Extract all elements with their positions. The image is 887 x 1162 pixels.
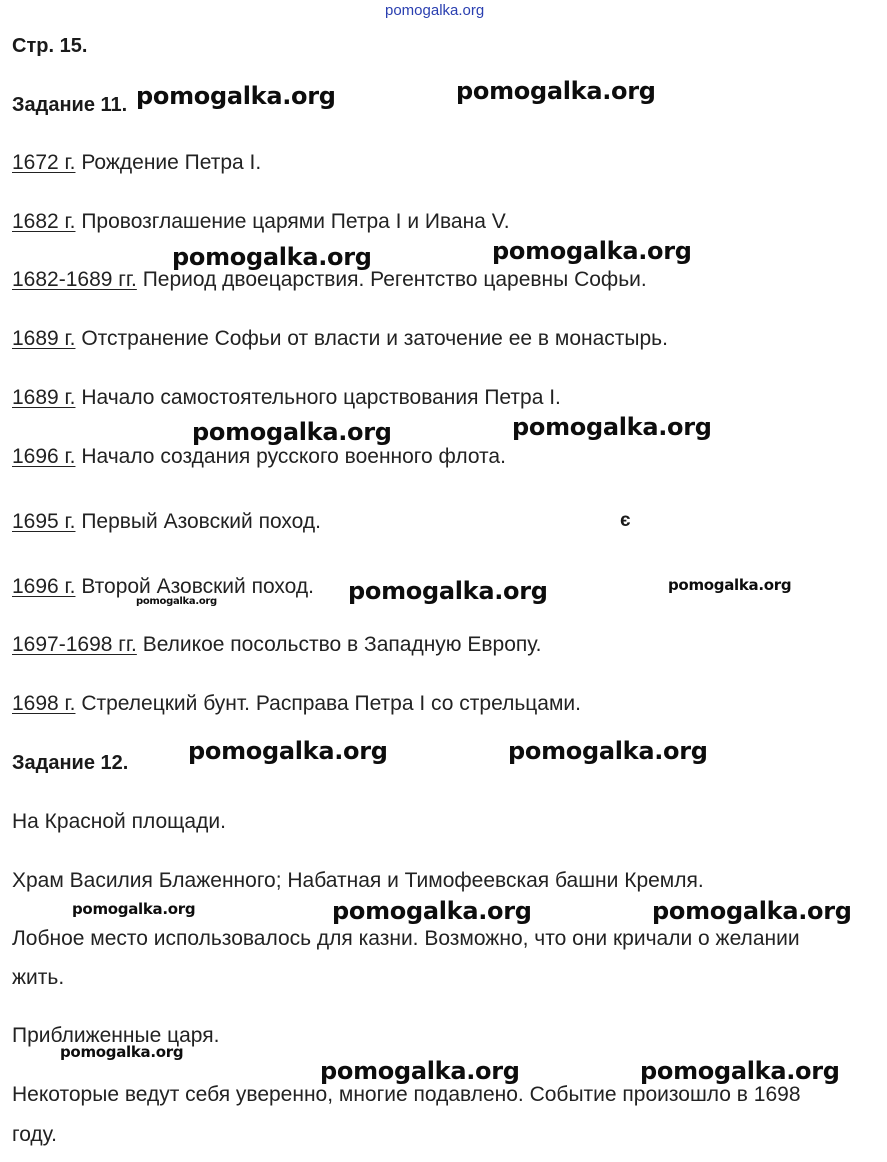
timeline-text: Первый Азовский поход. xyxy=(75,510,321,533)
timeline-item xyxy=(12,510,321,534)
timeline-item xyxy=(12,327,668,351)
watermark: pomogalka.org xyxy=(668,576,792,594)
watermark: pomogalka.org xyxy=(512,413,712,441)
watermark: pomogalka.org xyxy=(320,1057,520,1085)
watermark: pomogalka.org xyxy=(456,77,656,105)
answer-paragraph: Приближенные царя. xyxy=(12,1024,220,1047)
timeline-item xyxy=(12,633,542,657)
answer-paragraph: Храм Василия Блаженного; Набатная и Тимофеевская башни Кремля. xyxy=(12,869,704,892)
timeline-text: Стрелецкий бунт. Расправа Петра I со стрельцами. xyxy=(75,692,581,715)
watermark: pomogalka.org xyxy=(332,897,532,925)
task12-title: Задание 12. xyxy=(12,752,129,774)
timeline-date: 1689 г. xyxy=(12,386,76,409)
watermark: pomogalka.org xyxy=(188,737,388,765)
watermark: pomogalka.org xyxy=(348,577,548,605)
timeline-text: Начало создания русского военного флота. xyxy=(75,445,506,468)
answer-paragraph: жить. xyxy=(12,966,65,989)
timeline-item xyxy=(12,151,261,175)
timeline-date: 1696 г. xyxy=(12,445,76,468)
watermark: pomogalka.org xyxy=(492,237,692,265)
watermark: pomogalka.org xyxy=(60,1043,184,1061)
stray-glyph: є xyxy=(620,510,631,531)
watermark: pomogalka.org xyxy=(652,897,852,925)
timeline-date: 1696 г. xyxy=(12,575,76,598)
answer-paragraph: Некоторые ведут себя уверенно, многие подавлено. Событие произошло в 1698 xyxy=(12,1083,801,1106)
timeline-date: 1682 г. xyxy=(12,210,76,233)
timeline-date: 1682-1689 гг. xyxy=(12,268,137,291)
timeline-item xyxy=(12,268,647,292)
timeline-date: 1672 г. xyxy=(12,151,76,174)
timeline-date: 1689 г. xyxy=(12,327,76,350)
timeline-date: 1695 г. xyxy=(12,510,76,533)
watermark: pomogalka.org xyxy=(508,737,708,765)
timeline-text: Начало самостоятельного царствования Петра I. xyxy=(75,386,561,409)
timeline-date: 1697-1698 гг. xyxy=(12,633,137,656)
task11-title: Задание 11. xyxy=(12,94,128,116)
timeline-item xyxy=(12,210,510,234)
watermark: pomogalka.org xyxy=(72,900,196,918)
timeline-text: Великое посольство в Западную Европу. xyxy=(136,633,542,656)
watermark: pomogalka.org xyxy=(192,418,392,446)
page-label: Стр. 15. xyxy=(12,35,88,57)
timeline-text: Период двоецарствия. Регентство царевны Софьи. xyxy=(136,268,647,291)
timeline-item xyxy=(12,386,561,410)
watermark: pomogalka.org xyxy=(640,1057,840,1085)
timeline-item xyxy=(12,692,581,716)
timeline-text: Рождение Петра I. xyxy=(75,151,262,174)
timeline-text: Провозглашение царями Петра I и Ивана V. xyxy=(75,210,510,233)
watermark: pomogalka.org xyxy=(136,82,336,110)
answer-paragraph: Лобное место использовалось для казни. Возможно, что они кричали о желании xyxy=(12,927,800,950)
watermark: pomogalka.org xyxy=(172,243,372,271)
header-watermark: pomogalka.org xyxy=(385,2,485,19)
answer-paragraph: На Красной площади. xyxy=(12,810,226,833)
timeline-item xyxy=(12,445,506,469)
watermark: pomogalka.org xyxy=(136,596,217,607)
timeline-text: Отстранение Софьи от власти и заточение ее в монастырь. xyxy=(75,327,668,350)
timeline-date: 1698 г. xyxy=(12,692,76,715)
timeline-text: Второй Азовский поход. xyxy=(75,575,314,598)
answer-paragraph: году. xyxy=(12,1123,57,1146)
